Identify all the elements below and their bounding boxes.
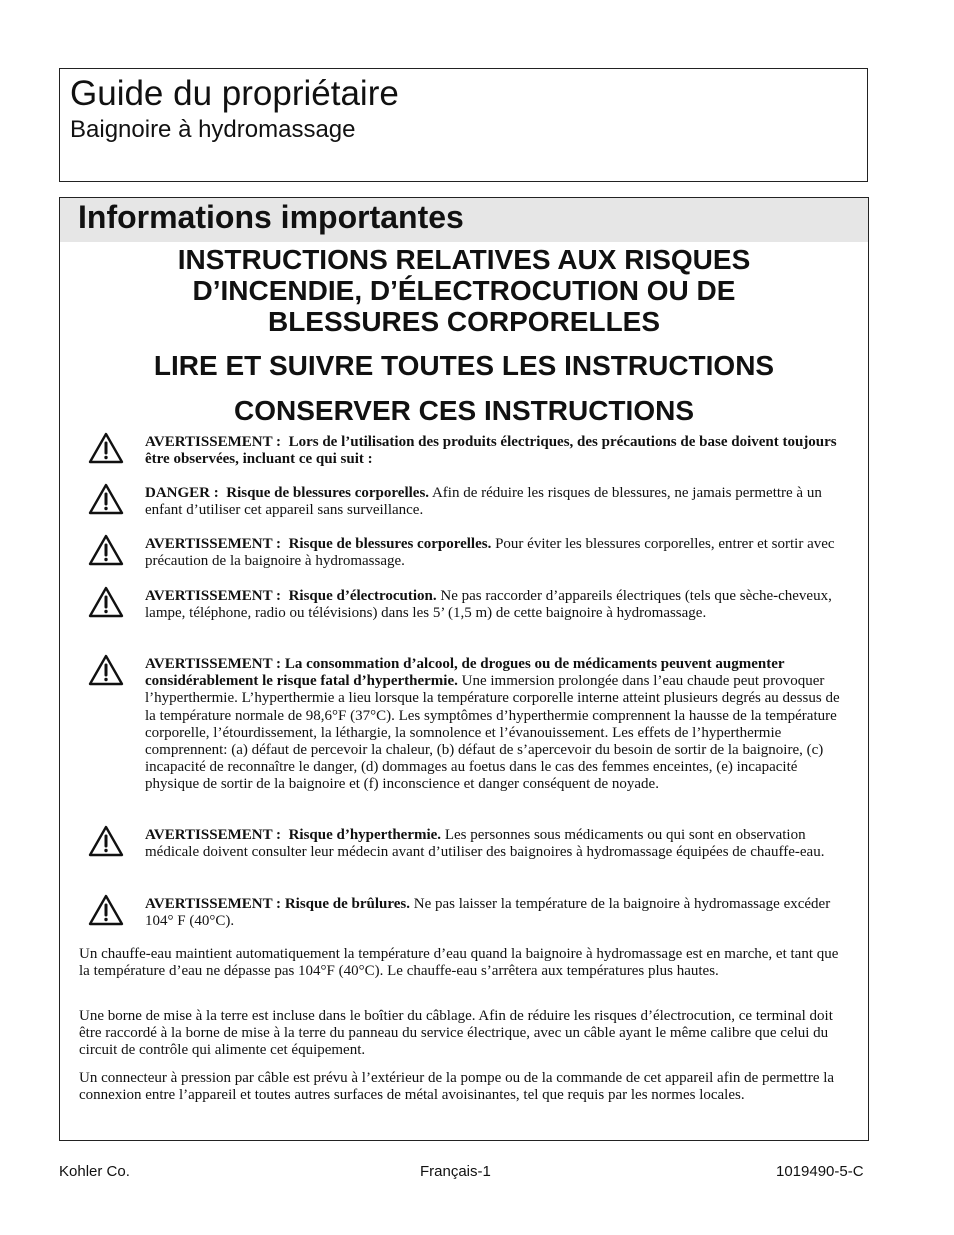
warning-label: AVERTISSEMENT : bbox=[145, 827, 282, 843]
warning-body: Les personnes sous médicaments ou qui sont en observation médicale doivent consulter leur médecin avant d’utiliser des baignoires à hydromassage équipées de chauffe-eau. bbox=[145, 827, 825, 861]
warning-label: AVERTISSEMENT : bbox=[145, 536, 282, 552]
warning-label: AVERTISSEMENT : bbox=[145, 588, 282, 604]
warning-label: AVERTISSEMENT : bbox=[145, 434, 282, 450]
headline-line-3: BLESSURES CORPORELLES bbox=[267, 306, 661, 337]
warning-bold-text: Risque de blessures corporelles. bbox=[288, 536, 492, 552]
warning-bold-text: Risque d’électrocution. bbox=[288, 588, 437, 604]
warning-body: Afin de réduire les risques de blessures, ne jamais permettre à un enfant d’utiliser cet appareil sans surveillance. bbox=[145, 485, 822, 519]
warning-label: DANGER : bbox=[145, 485, 219, 501]
warning-text bbox=[145, 434, 854, 468]
save-instructions: CONSERVER CES INSTRUCTIONS bbox=[234, 395, 694, 426]
read-follow-instructions: LIRE ET SUIVRE TOUTES LES INSTRUCTIONS bbox=[153, 350, 775, 381]
warning-label: AVERTISSEMENT : bbox=[145, 896, 282, 912]
warning-text bbox=[145, 827, 854, 861]
warning-triangle-icon bbox=[88, 654, 124, 686]
warning-text bbox=[145, 485, 854, 519]
headline-line-2: D’INCENDIE, D’ÉLECTROCUTION OU DE bbox=[192, 275, 736, 306]
warning-body: Ne pas raccorder d’appareils électriques (tels que sèche-cheveux, lampe, téléphone, radio ou télévisions) dans les 5’ (1,5 m) de cette baignoire à hydromassage. bbox=[145, 588, 832, 622]
warning-text bbox=[145, 656, 854, 794]
document-subtitle: Baignoire à hydromassage bbox=[70, 116, 356, 143]
warning-triangle-icon bbox=[88, 586, 124, 618]
title-box bbox=[59, 68, 868, 182]
warning-text bbox=[145, 588, 854, 622]
warning-text bbox=[145, 896, 854, 930]
headline-line-1: INSTRUCTIONS RELATIVES AUX RISQUES bbox=[177, 244, 751, 275]
warning-body: Une immersion prolongée dans l’eau chaude peut provoquer l’hyperthermie. L’hyperthermie a lieu lorsque la température corporelle interne atteint plusieurs degrés au dessus de la température normale de 98,6°F (37°C). Les symptômes d’hyperthermie comprennent la hausse de la température corporelle, l’étourdissement, la léthargie, la somnolence et l’évanouissement. Les effets de l’hyperthermie comprennent: (a) défaut de percevoir la chaleur, (b) défaut de s’apercevoir du besoin de sortir de la baignoire, (c) incapacité de reconnaître le danger, (d) dommages au foetus dans le cas des femmes enceintes, (e) incapacité physique de sortir de la baignoire et (f) inconscience et danger conséquent de noyade. bbox=[145, 673, 840, 793]
body-paragraph: Un chauffe-eau maintient automatiquement la température d’eau quand la baignoire à hydromassage est en marche, et tant que la température d’eau ne dépasse pas 104°F (40°C). Le chauffe-eau s’arrêtera aux températures plus hautes. bbox=[79, 946, 839, 980]
section-heading: Informations importantes bbox=[60, 198, 868, 242]
warning-triangle-icon bbox=[88, 894, 124, 926]
warning-text bbox=[145, 536, 854, 570]
important-information-box bbox=[59, 197, 869, 1141]
warning-bold-text: Lors de l’utilisation des produits électriques, des précautions de base doivent toujours être observées, incluant ce qui suit : bbox=[145, 434, 837, 468]
warning-triangle-icon bbox=[88, 432, 124, 464]
warning-bold-text: Risque de blessures corporelles. bbox=[226, 485, 430, 501]
warning-triangle-icon bbox=[88, 483, 124, 515]
warning-label: AVERTISSEMENT : bbox=[145, 656, 282, 672]
warning-bold-text: La consommation d’alcool, de drogues ou de médicaments peuvent augmenter considérablement le risque fatal d’hyperthermie. bbox=[145, 656, 785, 690]
warning-bold-text: Risque d’hyperthermie. bbox=[288, 827, 442, 843]
warning-triangle-icon bbox=[88, 534, 124, 566]
footer-document-code: 1019490-5-C bbox=[776, 1163, 864, 1180]
warning-bold-text: Risque de brûlures. bbox=[284, 896, 410, 912]
body-paragraph: Un connecteur à pression par câble est prévu à l’extérieur de la pompe ou de la commande de cet appareil afin de permettre la connexion entre l’appareil et toutes autres surfaces de métal avoisinantes, tel que requis par les normes locales. bbox=[79, 1070, 835, 1104]
footer-page-number: Français-1 bbox=[420, 1163, 491, 1180]
footer-company: Kohler Co. bbox=[59, 1163, 130, 1180]
warning-body: Ne pas laisser la température de la baignoire à hydromassage excéder 104° F (40°C). bbox=[145, 896, 831, 930]
safety-headline bbox=[60, 244, 868, 337]
body-paragraph: Une borne de mise à la terre est incluse dans le boîtier du câblage. Afin de réduire les risques d’électrocution, ce terminal doit être raccordé à la borne de mise à la terre du panneau du service électrique, avec un câble ayant le même calibre que celui du circuit de contrôle qui alimente cet équipement. bbox=[79, 1008, 833, 1059]
warning-triangle-icon bbox=[88, 825, 124, 857]
warning-body: Pour éviter les blessures corporelles, entrer et sortir avec précaution de la baignoire à hydromassage. bbox=[145, 536, 835, 570]
document-title: Guide du propriétaire bbox=[70, 74, 399, 113]
